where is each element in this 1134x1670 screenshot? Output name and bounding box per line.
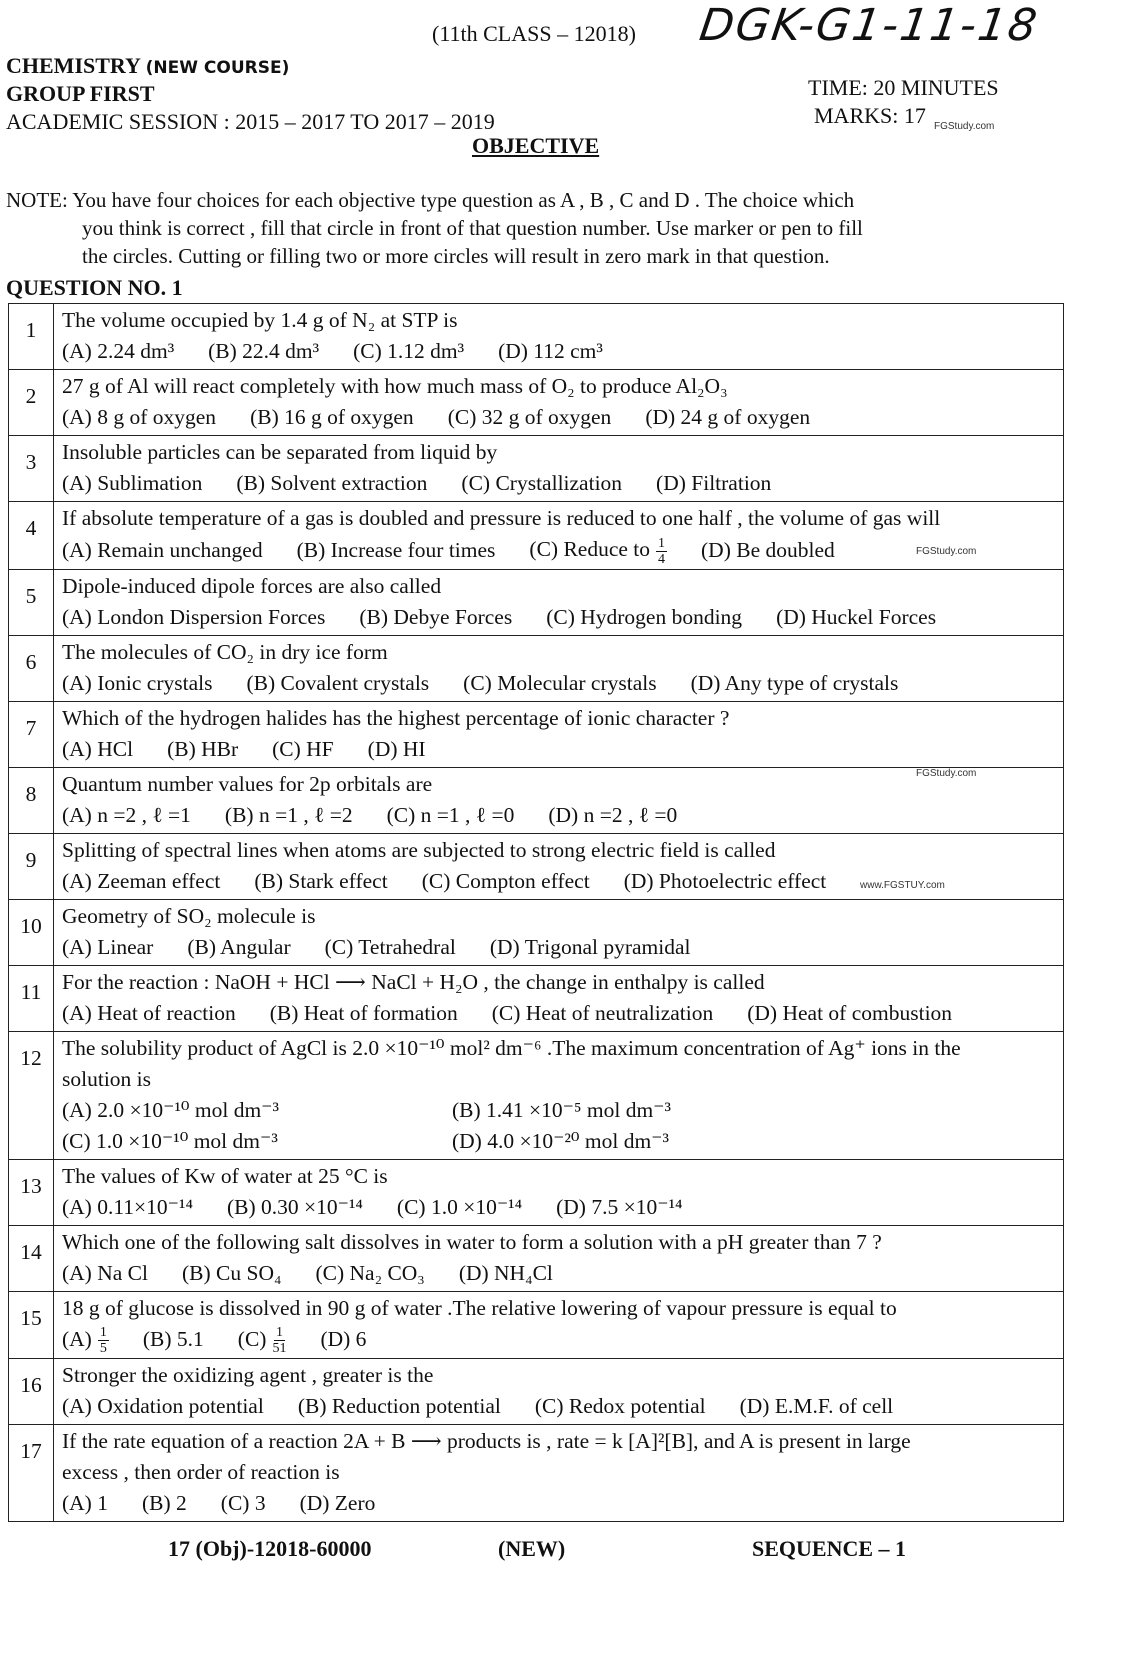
question-number: 8 <box>9 767 54 833</box>
question-body <box>54 1425 1064 1522</box>
question-row <box>9 1225 1064 1291</box>
option-text: (D) 7.5 ×10⁻¹⁴ <box>556 1194 683 1219</box>
option-text: (B) Solvent extraction <box>236 471 428 495</box>
answer-option[interactable] <box>236 468 427 499</box>
option-text: (A) Oxidation potential <box>62 1394 264 1419</box>
answer-options <box>62 1258 1055 1289</box>
class-line: (11th CLASS – 12018) <box>432 21 636 46</box>
answer-option[interactable] <box>701 535 835 566</box>
fraction <box>98 1325 109 1356</box>
answer-option[interactable] <box>325 932 456 963</box>
question-body <box>54 569 1064 635</box>
option-text: (A) Remain unchanged <box>62 537 263 562</box>
option-text: (B) Reduction potential <box>297 1394 501 1419</box>
answer-option[interactable] <box>452 1095 842 1126</box>
question-number: 17 <box>9 1425 54 1522</box>
question-row <box>9 1159 1064 1225</box>
question-text: Geometry of SO₂ molecule is <box>62 903 316 928</box>
answer-option[interactable] <box>691 668 899 699</box>
option-text: (C) HF <box>272 736 334 761</box>
question-number: 9 <box>9 833 54 899</box>
question-row <box>9 635 1064 701</box>
option-text: (C) Molecular crystals <box>463 670 657 695</box>
option-text: (A) Sublimation <box>62 471 203 495</box>
answer-option[interactable] <box>624 866 827 897</box>
question-row <box>9 502 1064 570</box>
answer-options <box>62 734 1055 765</box>
question-number: 13 <box>9 1159 54 1225</box>
watermark: FGStudy.com <box>916 546 977 557</box>
question-number: 16 <box>9 1359 54 1425</box>
question-number: 3 <box>9 436 54 502</box>
option-text: (A) HCl <box>62 736 134 761</box>
option-text: (C) Hydrogen bonding <box>546 604 743 629</box>
fraction <box>272 1325 286 1356</box>
question-text: If the rate equation of a reaction 2A + B ⟶ products is , rate = k [A]²[B], and A is present in large <box>62 1429 911 1454</box>
question-text: Insoluble particles can be separated from liquid by <box>62 440 498 464</box>
option-text: (D) Trigonal pyramidal <box>489 934 691 959</box>
answer-option[interactable] <box>397 1192 522 1223</box>
fraction-numerator: 1 <box>275 1325 283 1341</box>
option-text: (B) Debye Forces <box>359 604 513 629</box>
answer-options <box>62 998 1055 1029</box>
fraction-denominator: 51 <box>272 1341 287 1357</box>
option-text: (D) E.M.F. of cell <box>739 1394 894 1419</box>
answer-option[interactable] <box>62 402 216 433</box>
option-text: (D) Photoelectric effect <box>623 868 827 893</box>
section-title: QUESTION NO. 1 <box>6 275 183 300</box>
option-text: (D) Heat of combustion <box>747 1000 953 1025</box>
answer-option[interactable] <box>490 932 691 963</box>
question-body <box>54 701 1064 767</box>
note-line-1: NOTE: You have four choices for each objective type question as A , B , C and D . The choice which <box>6 188 855 212</box>
question-row <box>9 1291 1064 1359</box>
note-line-2: you think is correct , fill that circle in front of that question number. Use marker or pen to fill <box>82 216 863 240</box>
question-text: solution is <box>62 1066 152 1091</box>
option-text: (D) Be doubled <box>701 537 835 562</box>
answer-options <box>62 800 1055 831</box>
answer-option[interactable] <box>297 535 496 566</box>
option-text: (B) Angular <box>187 934 291 959</box>
question-text: excess , then order of reaction is <box>62 1460 340 1485</box>
option-text: (A) Zeeman effect <box>62 868 221 893</box>
question-body <box>54 1225 1064 1291</box>
answer-option[interactable] <box>208 336 319 367</box>
question-row <box>9 701 1064 767</box>
question-number: 4 <box>9 502 54 570</box>
answer-option[interactable] <box>463 668 656 699</box>
answer-option[interactable] <box>546 602 742 633</box>
question-row <box>9 899 1064 965</box>
answer-option[interactable] <box>62 1391 264 1422</box>
academic-session: ACADEMIC SESSION : 2015 – 2017 TO 2017 – 2019 <box>6 109 495 134</box>
question-number: 7 <box>9 701 54 767</box>
question-text: 18 g of glucose is dissolved in 90 g of water .The relative lowering of vapour pressure is equal to <box>62 1295 897 1320</box>
answer-option[interactable] <box>142 1488 187 1519</box>
option-text: (C) 1.0 ×10⁻¹⁰ mol dm⁻³ <box>62 1128 278 1153</box>
answer-option[interactable] <box>529 534 667 567</box>
question-text: Stronger the oxidizing agent , greater is the <box>62 1363 434 1388</box>
question-body <box>54 1291 1064 1359</box>
answer-option[interactable] <box>167 734 238 765</box>
answer-option[interactable] <box>556 1192 682 1223</box>
option-text: (A) 1 <box>62 1491 108 1516</box>
subject <box>6 52 289 82</box>
option-text: (D) 112 cm³ <box>498 339 603 363</box>
question-row <box>9 569 1064 635</box>
answer-option[interactable] <box>452 1126 842 1157</box>
question-number: 2 <box>9 370 54 436</box>
option-text: (B) 22.4 dm³ <box>208 339 320 363</box>
page-title: OBJECTIVE <box>472 133 600 158</box>
answer-option[interactable] <box>359 602 512 633</box>
answer-option[interactable] <box>747 998 952 1029</box>
option-text: (D) 4.0 ×10⁻²⁰ mol dm⁻³ <box>452 1128 669 1153</box>
question-text: Splitting of spectral lines when atoms are subjected to strong electric field is called <box>62 837 776 862</box>
question-text: The values of Kw of water at 25 °C is <box>62 1163 388 1188</box>
option-text: (A) Linear <box>62 934 154 959</box>
answer-option[interactable] <box>740 1391 894 1422</box>
answer-option[interactable] <box>62 1324 109 1357</box>
handwritten-code: DGK-G1-11-18 <box>696 0 1042 51</box>
option-text: (C) Na₂ CO₃ <box>315 1260 425 1285</box>
answer-option[interactable] <box>298 1391 501 1422</box>
question-text: For the reaction : NaOH + HCl ⟶ NaCl + H₂O , the change in enthalpy is called <box>62 969 765 994</box>
option-text: (B) HBr <box>167 736 239 761</box>
option-text: (C) Reduce to <box>529 537 651 561</box>
option-text: (C) <box>237 1326 267 1351</box>
option-text: (D) Huckel Forces <box>776 604 937 629</box>
option-text: (D) 6 <box>320 1327 367 1352</box>
option-text: (A) Heat of reaction <box>62 1000 236 1025</box>
answer-option[interactable] <box>492 998 713 1029</box>
question-text: The molecules of CO₂ in dry ice form <box>62 639 388 664</box>
question-text: Dipole-induced dipole forces are also called <box>62 573 442 598</box>
option-text: (A) Ionic crystals <box>62 670 213 695</box>
question-text: 27 g of Al will react completely with how much mass of O₂ to produce Al₂O₃ <box>62 374 728 398</box>
footer-edition: (NEW) <box>498 1536 566 1561</box>
watermark: FGStudy.com <box>916 768 977 779</box>
answer-options <box>62 668 1055 699</box>
answer-option[interactable] <box>62 336 174 367</box>
question-number: 10 <box>9 899 54 965</box>
answer-option[interactable] <box>368 734 426 765</box>
answer-option[interactable] <box>461 468 622 499</box>
answer-option[interactable] <box>62 1488 108 1519</box>
answer-option[interactable] <box>62 668 212 699</box>
option-text: (D) Zero <box>299 1491 376 1516</box>
question-row <box>9 370 1064 436</box>
question-row <box>9 1425 1064 1522</box>
answer-option[interactable] <box>221 1488 266 1519</box>
fraction-denominator: 5 <box>99 1341 107 1357</box>
question-row <box>9 304 1064 370</box>
question-row <box>9 965 1064 1031</box>
answer-option[interactable] <box>320 1324 366 1355</box>
questions-table <box>8 303 1064 1522</box>
option-text: (C) Tetrahedral <box>324 934 456 959</box>
answer-option[interactable] <box>238 1324 287 1357</box>
option-text: (B) 16 g of oxygen <box>250 405 414 429</box>
question-number: 12 <box>9 1031 54 1159</box>
option-text: (C) 32 g of oxygen <box>447 405 612 429</box>
question-number: 15 <box>9 1291 54 1359</box>
question-body <box>54 436 1064 502</box>
answer-option[interactable] <box>498 336 603 367</box>
answer-option[interactable] <box>62 800 191 831</box>
answer-options <box>62 468 1055 499</box>
note-line-3: the circles. Cutting or filling two or more circles will result in zero mark in that question. <box>82 244 830 268</box>
option-text: (C) Heat of neutralization <box>491 1000 714 1025</box>
option-text: (B) n =1 , ℓ =2 <box>224 802 353 827</box>
question-text: The volume occupied by 1.4 g of N₂ at STP is <box>62 308 458 332</box>
answer-option[interactable] <box>250 402 414 433</box>
option-text: (A) 2.24 dm³ <box>62 339 175 363</box>
answer-option[interactable] <box>225 800 353 831</box>
answer-option[interactable] <box>62 535 263 566</box>
answer-option[interactable] <box>548 800 677 831</box>
question-body <box>54 370 1064 436</box>
question-number: 14 <box>9 1225 54 1291</box>
answer-options <box>62 1391 1055 1422</box>
answer-option[interactable] <box>62 734 133 765</box>
option-text: (B) Stark effect <box>254 868 388 893</box>
answer-option[interactable] <box>353 336 464 367</box>
course-label: (NEW COURSE) <box>145 58 290 78</box>
answer-option[interactable] <box>62 1095 452 1126</box>
question-number: 5 <box>9 569 54 635</box>
question-row <box>9 767 1064 833</box>
answer-option[interactable] <box>62 602 325 633</box>
option-text: (C) n =1 , ℓ =0 <box>386 802 515 827</box>
answer-option[interactable] <box>182 1258 281 1289</box>
answer-option[interactable] <box>187 932 290 963</box>
answer-options <box>62 1095 1055 1157</box>
option-text: (B) Increase four times <box>296 537 496 562</box>
time-label: TIME: 20 MINUTES <box>808 75 999 100</box>
option-text: (D) 24 g of oxygen <box>645 405 811 429</box>
answer-option[interactable] <box>254 866 387 897</box>
answer-options <box>62 1488 1055 1519</box>
group: GROUP FIRST <box>6 81 155 106</box>
question-text: Which of the hydrogen halides has the highest percentage of ionic character ? <box>62 705 730 730</box>
question-body <box>54 635 1064 701</box>
option-text: (A) 2.0 ×10⁻¹⁰ mol dm⁻³ <box>62 1097 279 1122</box>
question-body <box>54 965 1064 1031</box>
answer-option[interactable] <box>535 1391 706 1422</box>
question-number: 11 <box>9 965 54 1031</box>
answer-option[interactable] <box>62 998 236 1029</box>
option-text: (B) 1.41 ×10⁻⁵ mol dm⁻³ <box>452 1097 671 1122</box>
answer-option[interactable] <box>62 1258 148 1289</box>
question-body <box>54 767 1064 833</box>
answer-option[interactable] <box>315 1258 424 1289</box>
option-text: (A) London Dispersion Forces <box>62 604 326 629</box>
answer-options <box>62 534 1055 567</box>
option-text: (B) Covalent crystals <box>246 670 430 695</box>
answer-option[interactable] <box>387 800 515 831</box>
answer-options <box>62 602 1055 633</box>
answer-option[interactable] <box>62 468 202 499</box>
answer-option[interactable] <box>656 468 771 499</box>
question-row <box>9 436 1064 502</box>
answer-option[interactable] <box>62 932 153 963</box>
option-text: (B) Heat of formation <box>269 1000 458 1025</box>
option-text: (A) 0.11×10⁻¹⁴ <box>62 1194 193 1219</box>
option-text: (D) HI <box>367 736 426 761</box>
answer-option[interactable] <box>270 998 458 1029</box>
option-text: (B) Cu SO₄ <box>181 1260 282 1285</box>
footer-code: 17 (Obj)-12018-60000 <box>168 1536 372 1561</box>
answer-option[interactable] <box>459 1258 553 1289</box>
watermark: FGStudy.com <box>934 121 995 132</box>
option-text: (D) NH₄Cl <box>458 1260 553 1285</box>
answer-option[interactable] <box>422 866 590 897</box>
question-body <box>54 1359 1064 1425</box>
fraction <box>656 536 667 567</box>
option-text: (C) 1.0 ×10⁻¹⁴ <box>396 1194 523 1219</box>
option-text: (A) n =2 , ℓ =1 <box>62 802 191 827</box>
watermark: www.FGSTUY.com <box>860 880 945 891</box>
option-text: (B) 5.1 <box>142 1327 204 1352</box>
answer-option[interactable] <box>300 1488 376 1519</box>
answer-options <box>62 402 1055 433</box>
option-text: (A) 8 g of oxygen <box>62 405 217 429</box>
answer-option[interactable] <box>645 402 810 433</box>
answer-option[interactable] <box>448 402 612 433</box>
answer-option[interactable] <box>62 1192 193 1223</box>
option-text: (D) n =2 , ℓ =0 <box>548 802 678 827</box>
option-text: (B) 2 <box>141 1491 187 1516</box>
question-row <box>9 1031 1064 1159</box>
option-text: (B) 0.30 ×10⁻¹⁴ <box>226 1194 363 1219</box>
answer-options <box>62 932 1055 963</box>
question-body <box>54 502 1064 570</box>
answer-options <box>62 336 1055 367</box>
question-number: 1 <box>9 304 54 370</box>
option-text: (C) 3 <box>220 1491 266 1516</box>
answer-option[interactable] <box>62 1126 452 1157</box>
question-body <box>54 1159 1064 1225</box>
option-text: (A) <box>62 1326 92 1351</box>
marks-label: MARKS: 17 <box>814 103 926 128</box>
question-text: If absolute temperature of a gas is doubled and pressure is reduced to one half , the volume of gas will <box>62 506 941 530</box>
option-text: (C) Compton effect <box>421 868 590 893</box>
option-text: (C) 1.12 dm³ <box>353 339 465 363</box>
question-number: 6 <box>9 635 54 701</box>
question-text: The solubility product of AgCl is 2.0 ×10⁻¹⁰ mol² dm⁻⁶ .The maximum concentration of Ag⁺ ions in the <box>62 1035 961 1060</box>
option-text: (C) Crystallization <box>461 471 623 495</box>
option-text: (D) Any type of crystals <box>690 670 899 695</box>
answer-option[interactable] <box>143 1324 204 1355</box>
question-text: Which one of the following salt dissolves in water to form a solution with a pH greater than 7 ? <box>62 1229 882 1254</box>
question-text: Quantum number values for 2p orbitals are <box>62 771 433 796</box>
answer-option[interactable] <box>272 734 334 765</box>
fraction-denominator: 4 <box>658 551 666 567</box>
answer-option[interactable] <box>62 866 220 897</box>
option-text: (D) Filtration <box>656 471 772 495</box>
answer-options <box>62 1324 1055 1357</box>
question-body <box>54 304 1064 370</box>
answer-option[interactable] <box>776 602 936 633</box>
option-text: (C) Redox potential <box>534 1394 706 1419</box>
answer-option[interactable] <box>246 668 429 699</box>
fraction-numerator: 1 <box>658 535 666 551</box>
footer-sequence: SEQUENCE – 1 <box>752 1536 907 1561</box>
question-row <box>9 1359 1064 1425</box>
fraction-numerator: 1 <box>99 1325 107 1341</box>
question-body <box>54 899 1064 965</box>
question-body <box>54 1031 1064 1159</box>
answer-options <box>62 1192 1055 1223</box>
answer-option[interactable] <box>227 1192 363 1223</box>
option-text: (A) Na Cl <box>62 1260 148 1285</box>
subject-name: CHEMISTRY <box>6 53 141 78</box>
